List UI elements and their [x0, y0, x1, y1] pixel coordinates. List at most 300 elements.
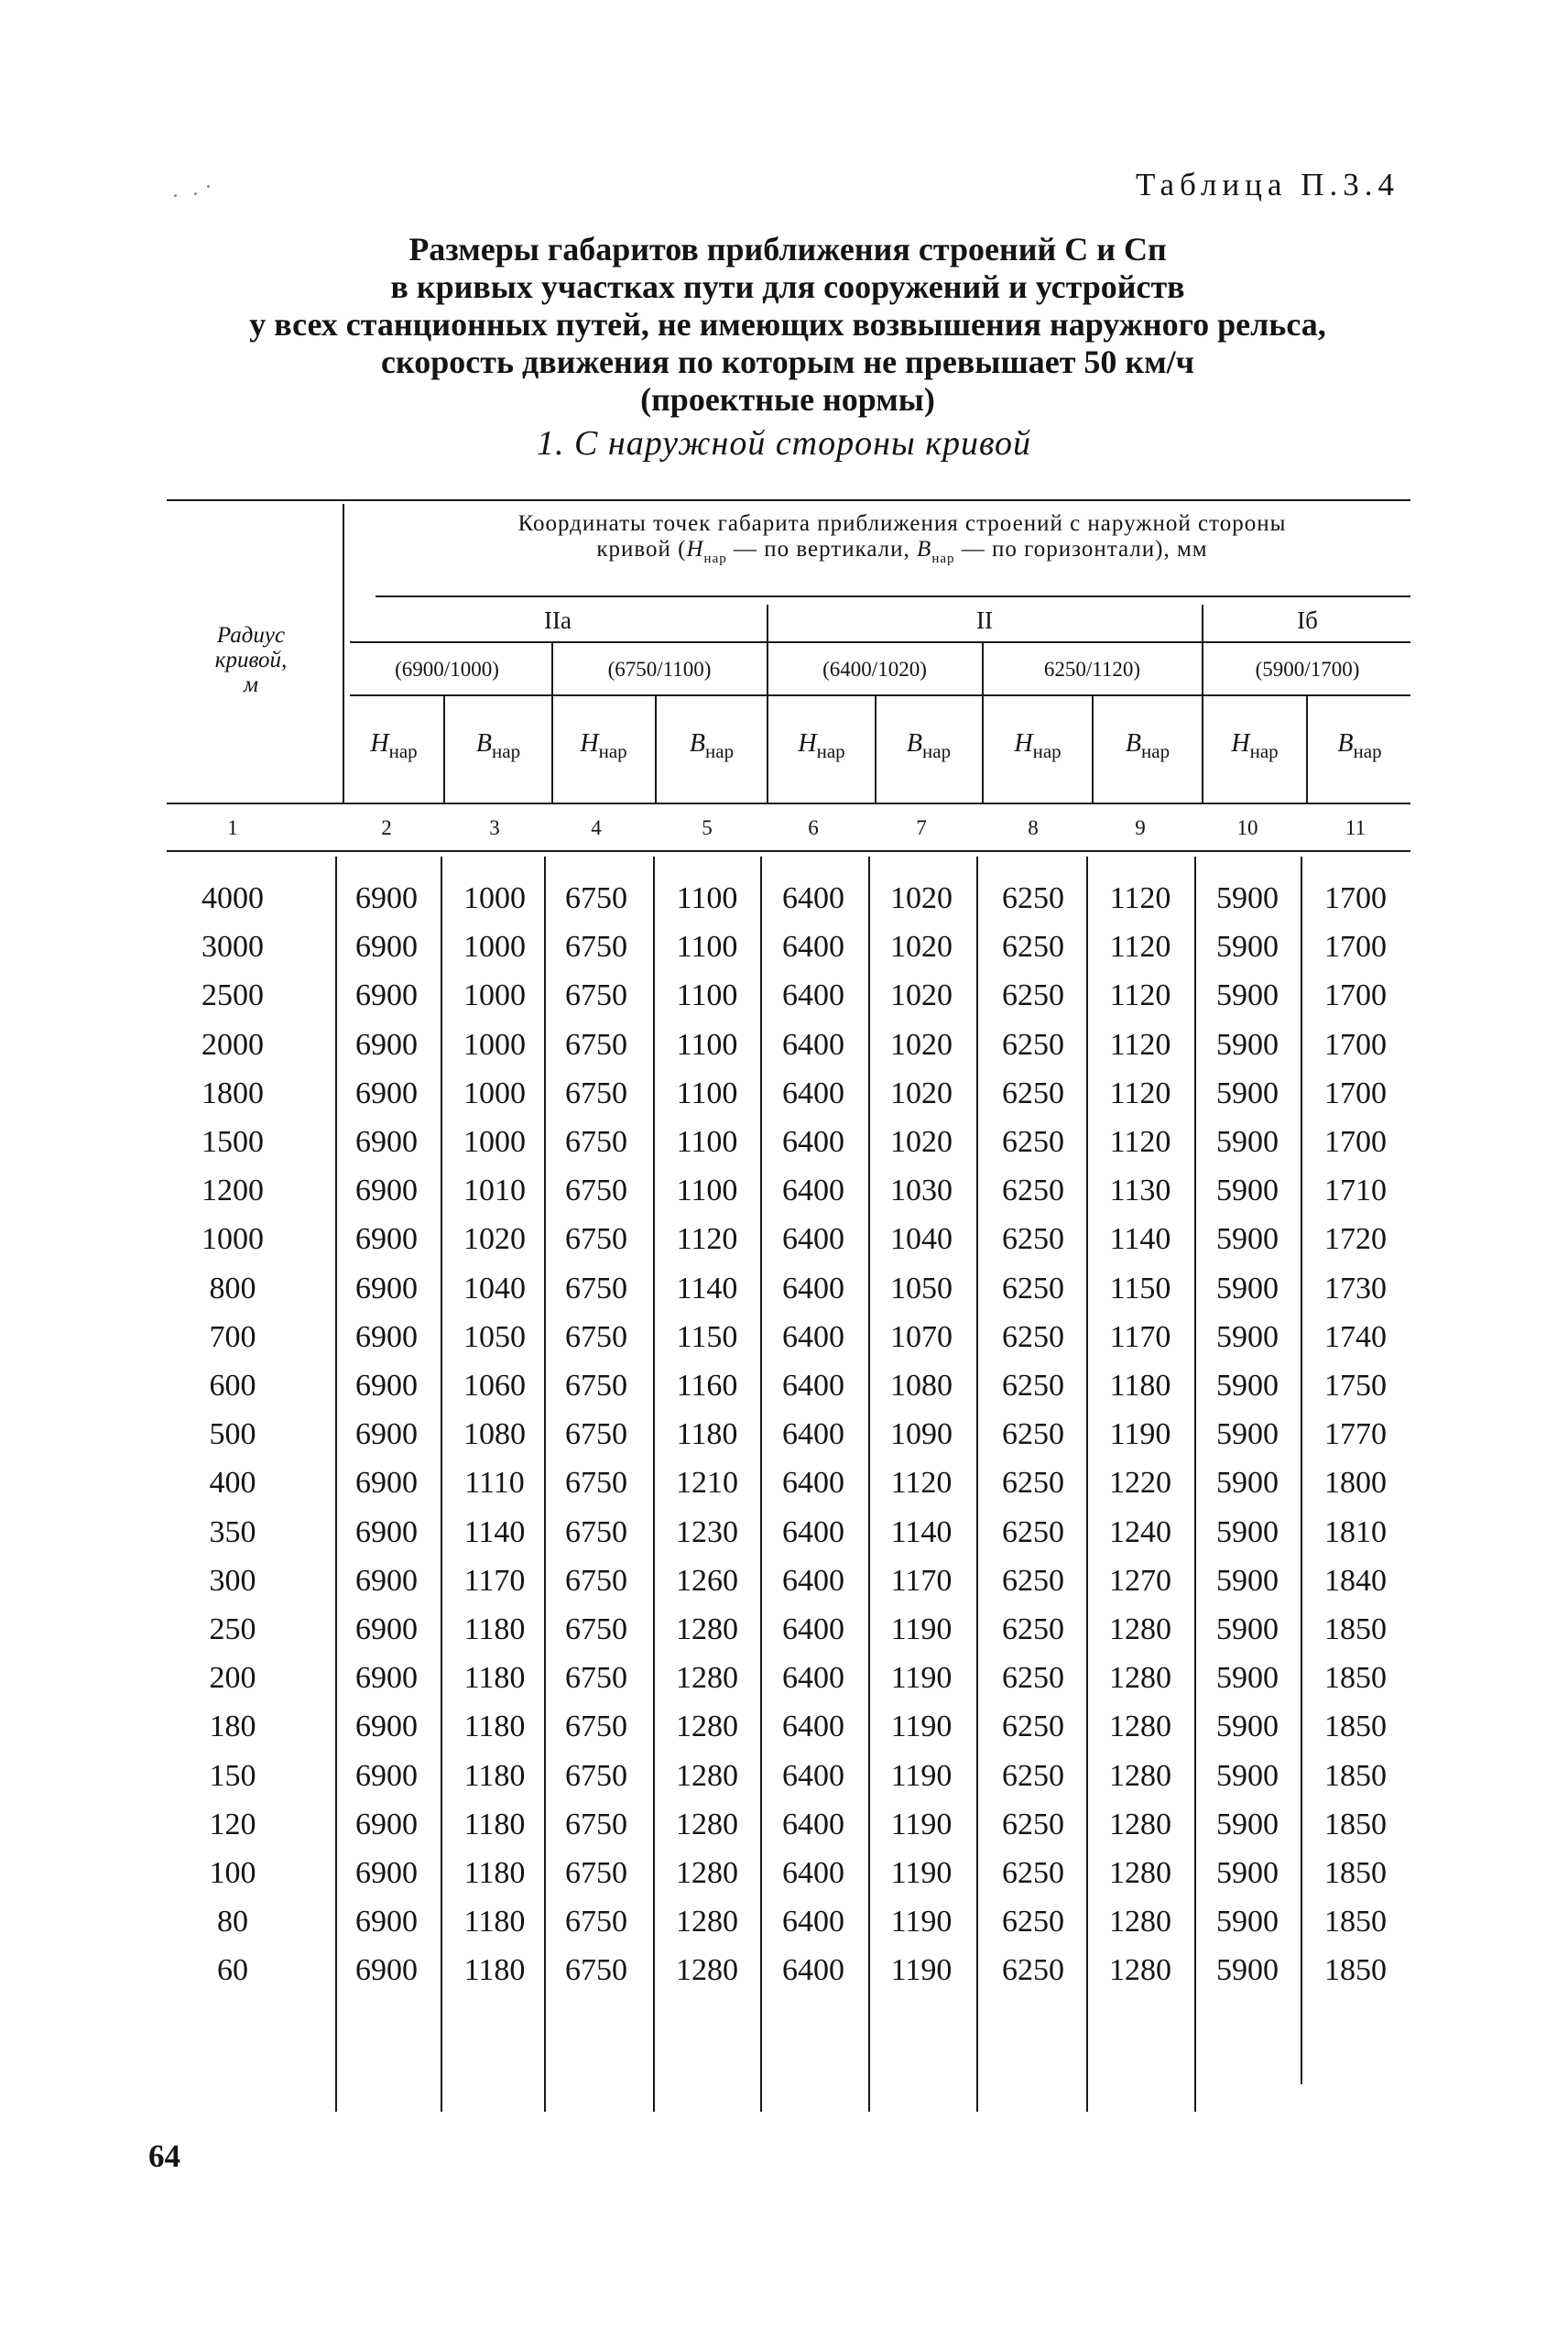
- table-cell: 1280: [676, 1953, 738, 1987]
- table-cell: 1020: [890, 881, 953, 915]
- table-cell: 6250: [1002, 1905, 1064, 1939]
- column-number: 1: [227, 816, 238, 839]
- table-cell: 1280: [1109, 1759, 1171, 1793]
- table-cell: 1280: [1109, 1953, 1171, 1987]
- column-number: 9: [1135, 816, 1146, 839]
- coords-text: — по вертикали,: [726, 537, 918, 562]
- radius-cell: 400: [209, 1466, 256, 1500]
- group-rule: [350, 641, 1410, 643]
- table-cell: 1140: [463, 1515, 526, 1549]
- radius-header: [169, 623, 333, 697]
- subgroup-header: (5900/1700): [1255, 658, 1360, 681]
- table-cell: 1020: [890, 1125, 953, 1159]
- table-cell: 1700: [1324, 1076, 1387, 1110]
- table-cell: 1190: [890, 1612, 953, 1646]
- table-cell: 1840: [1324, 1564, 1387, 1598]
- hb-divider: [1092, 696, 1094, 803]
- radius-cell: 700: [209, 1320, 256, 1354]
- table-cell: 1170: [1109, 1320, 1171, 1354]
- table-cell: 1280: [1109, 1905, 1171, 1939]
- table-cell: 1100: [676, 1076, 738, 1110]
- table-cell: 6400: [782, 1174, 844, 1207]
- table-cell: 6900: [355, 1028, 418, 1062]
- column-number: 3: [489, 816, 500, 839]
- table-cell: 1000: [463, 881, 526, 915]
- table-cell: 6750: [565, 1710, 627, 1743]
- table-cell: 6750: [565, 1759, 627, 1793]
- column-number: 11: [1345, 816, 1367, 839]
- table-cell: 6400: [782, 1612, 844, 1646]
- table-cell: 1100: [676, 1125, 738, 1159]
- table-cell: 1850: [1324, 1953, 1387, 1987]
- table-cell: 1000: [463, 1125, 526, 1159]
- table-cell: 6750: [565, 1856, 627, 1890]
- table-cell: 1120: [1109, 978, 1171, 1012]
- table-cell: 1140: [676, 1272, 738, 1306]
- table-cell: 1740: [1324, 1320, 1387, 1354]
- table-cell: 1850: [1324, 1661, 1387, 1695]
- subscript: нар: [492, 740, 521, 762]
- table-cell: 1850: [1324, 1856, 1387, 1890]
- table-cell: 1060: [463, 1369, 526, 1403]
- table-cell: 1700: [1324, 978, 1387, 1012]
- table-cell: 6750: [565, 1174, 627, 1207]
- table-title: [147, 231, 1429, 419]
- radius-header-line: Радиус: [216, 623, 286, 648]
- table-cell: 6900: [355, 1076, 418, 1110]
- table-cell: 1170: [463, 1564, 526, 1598]
- table-cell: 1180: [463, 1759, 526, 1793]
- table-cell: 1120: [1109, 930, 1171, 964]
- table-cell: 6400: [782, 1905, 844, 1939]
- radius-cell: 500: [209, 1417, 256, 1451]
- table-cell: 1280: [1109, 1856, 1171, 1890]
- table-cell: 1190: [890, 1905, 953, 1939]
- table-cell: 6400: [782, 1417, 844, 1451]
- table-cell: 5900: [1216, 1417, 1279, 1451]
- title-line: у всех станционных путей, не имеющих возвышения наружного рельса,: [249, 306, 1326, 343]
- b-symbol: B: [1337, 729, 1354, 758]
- table-cell: 6900: [355, 1320, 418, 1354]
- table-cell: 5900: [1216, 930, 1279, 964]
- table-cell: 5900: [1216, 1369, 1279, 1403]
- table-cell: 6400: [782, 978, 844, 1012]
- table-cell: 6900: [355, 930, 418, 964]
- h-symbol: H: [580, 729, 599, 758]
- table-cell: 1120: [1109, 881, 1171, 915]
- table-cell: 6250: [1002, 1808, 1064, 1841]
- table-cell: 5900: [1216, 1808, 1279, 1841]
- table-cell: 6400: [782, 1272, 844, 1306]
- table-cell: 1180: [463, 1856, 526, 1890]
- table-cell: 6900: [355, 1564, 418, 1598]
- table-cell: 6400: [782, 1953, 844, 1987]
- subgroup-rule: [350, 694, 1410, 696]
- table-cell: 1850: [1324, 1612, 1387, 1646]
- table-cell: 6400: [782, 1661, 844, 1695]
- table-cell: 5900: [1216, 1028, 1279, 1062]
- table-cell: 5900: [1216, 1515, 1279, 1549]
- table-cell: 1180: [463, 1808, 526, 1841]
- radius-cell: 200: [209, 1661, 256, 1695]
- table-cell: 1280: [676, 1759, 738, 1793]
- table-cell: 6400: [782, 1076, 844, 1110]
- table-label: Таблица П.3.4: [1136, 167, 1399, 202]
- table-cell: 1850: [1324, 1808, 1387, 1841]
- table-cell: 5900: [1216, 1710, 1279, 1743]
- table-cell: 1770: [1324, 1417, 1387, 1451]
- radius-cell: 2000: [201, 1028, 264, 1062]
- table-cell: 6250: [1002, 1515, 1064, 1549]
- radius-cell: 1200: [201, 1174, 264, 1207]
- table-cell: 1100: [676, 930, 738, 964]
- table-cell: 1180: [463, 1661, 526, 1695]
- table-cell: 6400: [782, 1369, 844, 1403]
- table-cell: 1000: [463, 1028, 526, 1062]
- subscript: нар: [1141, 740, 1171, 762]
- table-cell: 5900: [1216, 1953, 1279, 1987]
- table-cell: 1100: [676, 881, 738, 915]
- title-line: скорость движения по которым не превышает 50 км/ч: [381, 344, 1194, 380]
- column-number: 10: [1236, 816, 1258, 839]
- table-cell: 6400: [782, 1710, 844, 1743]
- subgroup-header: (6400/1020): [822, 658, 927, 681]
- colnum-bottom-rule: [167, 850, 1410, 852]
- table-cell: 6900: [355, 1856, 418, 1890]
- table-cell: 1240: [1109, 1515, 1171, 1549]
- table-cell: 6750: [565, 1272, 627, 1306]
- table-cell: 6250: [1002, 1953, 1064, 1987]
- table-cell: 1190: [890, 1759, 953, 1793]
- table-cell: 6900: [355, 1417, 418, 1451]
- subscript: нар: [388, 740, 418, 762]
- table-cell: 1180: [463, 1953, 526, 1987]
- table-cell: 6250: [1002, 1466, 1064, 1500]
- table-cell: 5900: [1216, 1466, 1279, 1500]
- table-cell: 1800: [1324, 1466, 1387, 1500]
- radius-cell: 180: [209, 1710, 256, 1743]
- table-cell: 6750: [565, 1953, 627, 1987]
- table-cell: 6750: [565, 1612, 627, 1646]
- table-cell: 1220: [1109, 1466, 1171, 1500]
- table-cell: 1160: [676, 1369, 738, 1403]
- table-cell: 6250: [1002, 1369, 1064, 1403]
- table-cell: 1020: [890, 930, 953, 964]
- table-cell: 1110: [464, 1466, 525, 1500]
- table-cell: 6750: [565, 1320, 627, 1354]
- h-symbol: H: [370, 729, 389, 758]
- coordinates-header: [376, 511, 1429, 565]
- table-cell: 1720: [1324, 1222, 1387, 1256]
- table-cell: 1280: [1109, 1661, 1171, 1695]
- table-top-rule: [167, 499, 1410, 501]
- table-cell: 6400: [782, 930, 844, 964]
- column-number: 5: [702, 816, 713, 839]
- radius-header-line: м: [244, 672, 258, 697]
- hb-divider: [443, 696, 445, 803]
- subgroup-divider: [982, 643, 984, 803]
- table-cell: 6750: [565, 1808, 627, 1841]
- table-cell: 1180: [463, 1612, 526, 1646]
- h-symbol: H: [686, 537, 704, 562]
- subscript: нар: [922, 740, 952, 762]
- table-cell: 1070: [890, 1320, 953, 1354]
- table-cell: 1020: [890, 1028, 953, 1062]
- radius-cell: 3000: [201, 930, 264, 964]
- table-cell: 5900: [1216, 1612, 1279, 1646]
- table-cell: 1280: [676, 1905, 738, 1939]
- radius-cell: 600: [209, 1369, 256, 1403]
- table-cell: 6900: [355, 1612, 418, 1646]
- table-cell: 6250: [1002, 1174, 1064, 1207]
- table-cell: 5900: [1216, 881, 1279, 915]
- table-cell: 1280: [676, 1710, 738, 1743]
- table-cell: 6400: [782, 1320, 844, 1354]
- table-cell: 6900: [355, 1369, 418, 1403]
- table-cell: 1700: [1324, 1028, 1387, 1062]
- title-line: Размеры габаритов приближения строений С и Сп: [408, 231, 1167, 268]
- coordinates-header-line2: [376, 537, 1429, 565]
- header-bottom-rule: [167, 803, 1410, 804]
- table-cell: 1040: [890, 1222, 953, 1256]
- group-header-Ib: Iб: [1297, 606, 1318, 634]
- table-cell: 6750: [565, 978, 627, 1012]
- table-cell: 1050: [890, 1272, 953, 1306]
- table-cell: 6400: [782, 1222, 844, 1256]
- table-cell: 1190: [890, 1856, 953, 1890]
- table-cell: 6400: [782, 1808, 844, 1841]
- table-cell: 6400: [782, 1759, 844, 1793]
- table-cell: 1850: [1324, 1905, 1387, 1939]
- table-cell: 5900: [1216, 1661, 1279, 1695]
- table-cell: 1000: [463, 978, 526, 1012]
- subgroup-header: (6750/1100): [607, 658, 712, 681]
- table-cell: 1700: [1324, 881, 1387, 915]
- table-cell: 6250: [1002, 1856, 1064, 1890]
- table-cell: 1270: [1109, 1564, 1171, 1598]
- table-cell: 6750: [565, 1417, 627, 1451]
- table-cell: 5900: [1216, 978, 1279, 1012]
- group-divider: [1202, 605, 1203, 803]
- table-cell: 1020: [890, 978, 953, 1012]
- radius-cell: 150: [209, 1759, 256, 1793]
- table-cell: 6250: [1002, 1759, 1064, 1793]
- table-cell: 5900: [1216, 1564, 1279, 1598]
- table-cell: 1280: [676, 1856, 738, 1890]
- subgroup-header: 6250/1120): [1043, 658, 1141, 681]
- table-cell: 6250: [1002, 1222, 1064, 1256]
- table-cell: 6900: [355, 1515, 418, 1549]
- table-cell: 6900: [355, 1466, 418, 1500]
- scan-speck: [207, 185, 210, 188]
- table-cell: 5900: [1216, 1125, 1279, 1159]
- table-cell: 1080: [890, 1369, 953, 1403]
- radius-cell: 1500: [201, 1125, 264, 1159]
- radius-cell: 2500: [201, 978, 264, 1012]
- b-column-header: [1309, 729, 1410, 762]
- table-cell: 6250: [1002, 1417, 1064, 1451]
- radius-cell: 350: [209, 1515, 256, 1549]
- table-cell: 1730: [1324, 1272, 1387, 1306]
- table-cell: 1030: [890, 1174, 953, 1207]
- table-cell: 6750: [565, 1661, 627, 1695]
- table-cell: 1190: [890, 1710, 953, 1743]
- table-cell: 6250: [1002, 1272, 1064, 1306]
- table-cell: 1150: [676, 1320, 738, 1354]
- table-cell: 1230: [676, 1515, 738, 1549]
- b-column-header: [446, 729, 550, 762]
- table-cell: 1210: [676, 1466, 738, 1500]
- radius-cell: 250: [209, 1612, 256, 1646]
- hb-divider: [1306, 696, 1308, 803]
- radius-cell: 1800: [201, 1076, 264, 1110]
- table-cell: 1000: [463, 930, 526, 964]
- subscript: нар: [931, 552, 955, 566]
- radius-cell: 60: [217, 1953, 248, 1987]
- b-symbol: B: [917, 537, 932, 562]
- radius-cell: 120: [209, 1808, 256, 1841]
- h-symbol: H: [1014, 729, 1033, 758]
- table-cell: 1120: [890, 1466, 953, 1500]
- table-cell: 5900: [1216, 1076, 1279, 1110]
- subscript: нар: [1249, 740, 1279, 762]
- table-cell: 1140: [890, 1515, 953, 1549]
- table-cell: 1120: [1109, 1076, 1171, 1110]
- table-cell: 6750: [565, 1076, 627, 1110]
- table-cell: 5900: [1216, 1320, 1279, 1354]
- scan-speck: [194, 192, 197, 195]
- title-line: (проектные нормы): [640, 381, 935, 418]
- table-cell: 6250: [1002, 1710, 1064, 1743]
- radius-cell: 1000: [201, 1222, 264, 1256]
- table-cell: 6750: [565, 1564, 627, 1598]
- table-cell: 5900: [1216, 1905, 1279, 1939]
- table-cell: 6400: [782, 1125, 844, 1159]
- page-number: 64: [148, 2138, 180, 2174]
- subgroup-header: (6900/1000): [395, 658, 499, 681]
- table-cell: 6750: [565, 1028, 627, 1062]
- h-symbol: H: [1231, 729, 1250, 758]
- table-cell: 1020: [463, 1222, 526, 1256]
- table-cell: 6250: [1002, 978, 1064, 1012]
- table-cell: 1810: [1324, 1515, 1387, 1549]
- subscript: нар: [816, 740, 845, 762]
- table-cell: 1020: [890, 1076, 953, 1110]
- column-number: 4: [591, 816, 602, 839]
- column-number: 7: [916, 816, 927, 839]
- b-column-header: [1094, 729, 1201, 762]
- h-column-header: [346, 729, 441, 762]
- table-cell: 1190: [1109, 1417, 1171, 1451]
- table-cell: 5900: [1216, 1856, 1279, 1890]
- table-cell: 1040: [463, 1272, 526, 1306]
- table-cell: 6900: [355, 1222, 418, 1256]
- table-cell: 1050: [463, 1320, 526, 1354]
- table-cell: 1850: [1324, 1759, 1387, 1793]
- table-cell: 6400: [782, 1466, 844, 1500]
- group-header-IIa: IIа: [544, 606, 572, 634]
- table-cell: 1000: [463, 1076, 526, 1110]
- table-cell: 6900: [355, 1905, 418, 1939]
- table-cell: 6250: [1002, 1076, 1064, 1110]
- table-cell: 1280: [1109, 1612, 1171, 1646]
- table-cell: 1190: [890, 1661, 953, 1695]
- header-rule: [376, 595, 1410, 597]
- column-number: 2: [381, 816, 392, 839]
- table-cell: 5900: [1216, 1272, 1279, 1306]
- table-cell: 6900: [355, 1661, 418, 1695]
- coords-text: — по горизонтали), мм: [954, 537, 1208, 562]
- table-cell: 6250: [1002, 1125, 1064, 1159]
- table-cell: 1750: [1324, 1369, 1387, 1403]
- table-cell: 1180: [463, 1710, 526, 1743]
- b-column-header: [877, 729, 980, 762]
- table-cell: 1170: [890, 1564, 953, 1598]
- group-header-II: II: [976, 606, 993, 634]
- table-cell: 1120: [1109, 1028, 1171, 1062]
- table-cell: 6750: [565, 1905, 627, 1939]
- h-column-header: [769, 729, 874, 762]
- table-cell: 1700: [1324, 930, 1387, 964]
- table-cell: 5900: [1216, 1222, 1279, 1256]
- table-cell: 1280: [676, 1808, 738, 1841]
- table-cell: 1260: [676, 1564, 738, 1598]
- table-cell: 6250: [1002, 1564, 1064, 1598]
- b-symbol: B: [1125, 729, 1142, 758]
- table-cell: 5900: [1216, 1174, 1279, 1207]
- subscript: нар: [1032, 740, 1062, 762]
- h-column-header: [985, 729, 1091, 762]
- section-subtitle: 1. С наружной стороны кривой: [537, 424, 1031, 463]
- table-cell: 6250: [1002, 1320, 1064, 1354]
- table-cell: 6250: [1002, 1612, 1064, 1646]
- radius-cell: 800: [209, 1272, 256, 1306]
- hb-divider: [875, 696, 877, 803]
- table-cell: 6900: [355, 881, 418, 915]
- table-cell: 1080: [463, 1417, 526, 1451]
- table-cell: 6900: [355, 1125, 418, 1159]
- table-cell: 1280: [1109, 1710, 1171, 1743]
- table-cell: 6900: [355, 1174, 418, 1207]
- table-cell: 6750: [565, 1515, 627, 1549]
- h-column-header: [553, 729, 654, 762]
- table-cell: 1280: [676, 1661, 738, 1695]
- table-cell: 1100: [676, 1028, 738, 1062]
- table-cell: 1100: [676, 978, 738, 1012]
- b-symbol: B: [475, 729, 493, 758]
- b-symbol: B: [689, 729, 706, 758]
- table-cell: 6400: [782, 881, 844, 915]
- subscript: нар: [703, 552, 727, 566]
- radius-column-divider: [343, 504, 344, 803]
- radius-cell: 80: [217, 1905, 248, 1939]
- table-cell: 1100: [676, 1174, 738, 1207]
- b-column-header: [658, 729, 766, 762]
- radius-cell: 100: [209, 1856, 256, 1890]
- table-cell: 1190: [890, 1808, 953, 1841]
- radius-header-line: кривой,: [214, 648, 288, 672]
- table-cell: 6400: [782, 1028, 844, 1062]
- column-divider: [976, 857, 978, 2112]
- table-cell: 5900: [1216, 1759, 1279, 1793]
- table-cell: 6250: [1002, 881, 1064, 915]
- b-symbol: B: [906, 729, 923, 758]
- table-cell: 6750: [565, 1369, 627, 1403]
- h-column-header: [1204, 729, 1305, 762]
- subgroup-divider: [551, 643, 553, 803]
- table-cell: 6250: [1002, 1028, 1064, 1062]
- title-line: в кривых участках пути для сооружений и устройств: [390, 268, 1185, 305]
